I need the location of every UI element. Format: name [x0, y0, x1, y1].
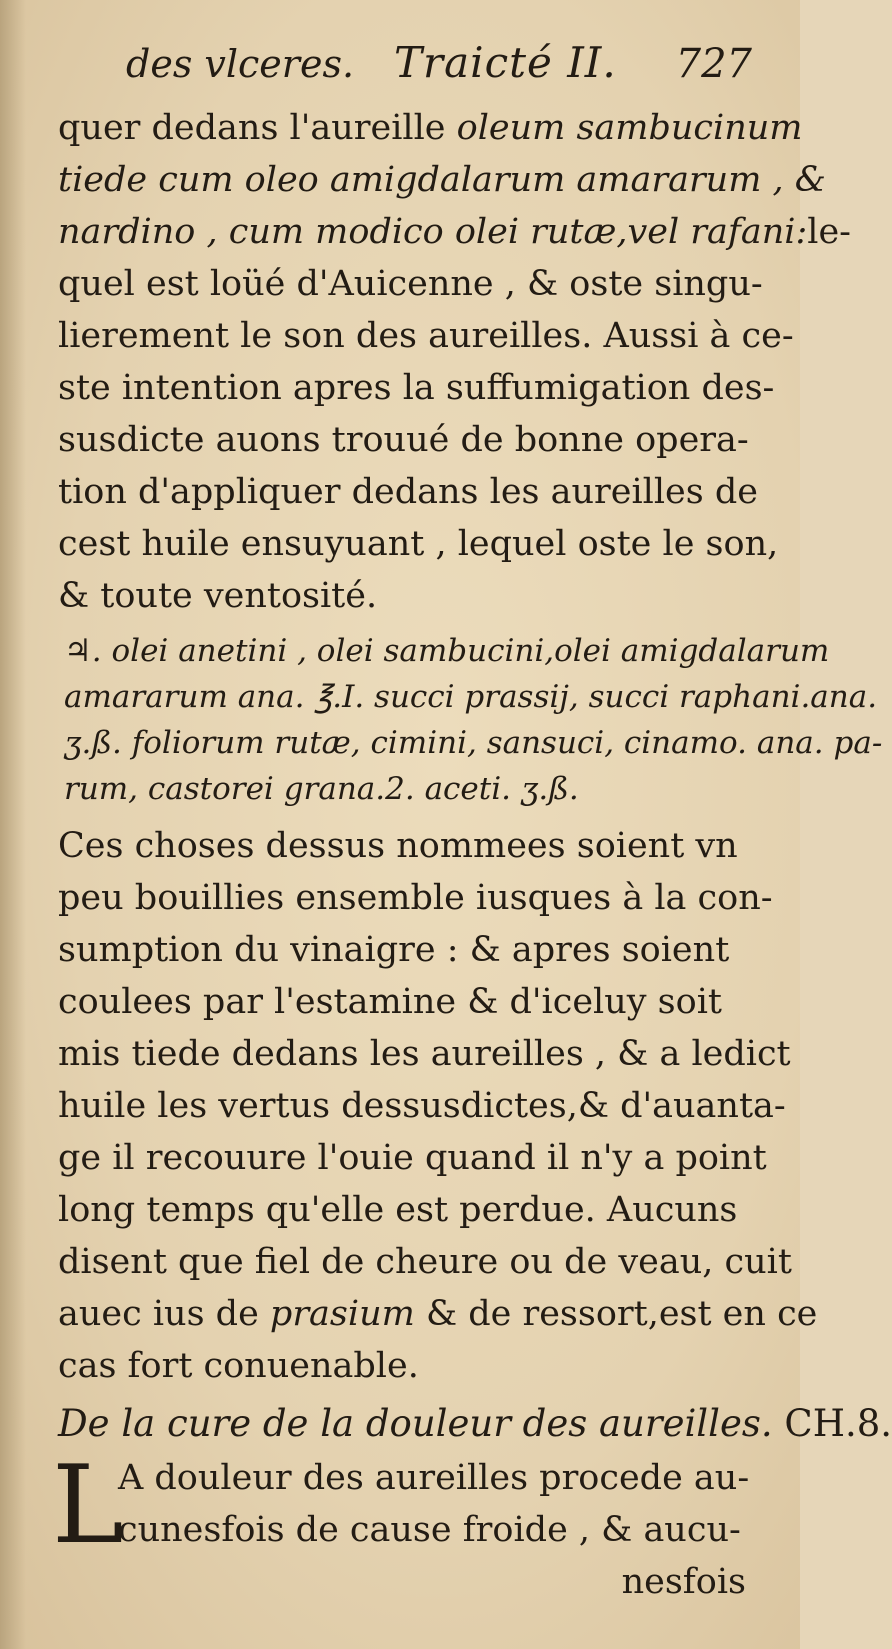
latin-term: prasium: [269, 1294, 415, 1334]
text-line: susdicte auons trouué de bonne opera-: [58, 420, 749, 460]
text-span: auec ius de: [58, 1294, 270, 1334]
recipe-line: ʒ.ß. foliorum rutæ, cimini, sansuci, cinamo. ana. pa-: [64, 725, 883, 761]
text-line: [58, 102, 803, 154]
text-span: & de ressort,est en ce: [414, 1294, 818, 1334]
paragraph-1: [58, 102, 851, 622]
text-line: ge il recouure l'ouie quand il n'y a point: [58, 1138, 767, 1178]
text-line: peu bouillies ensemble iusques à la con-: [58, 878, 773, 918]
text-line: & toute ventosité.: [58, 576, 378, 616]
text-line: quel est loüé d'Auicenne , & oste singu-: [58, 264, 763, 304]
text-line: [58, 206, 851, 258]
text-line: mis tiede dedans les aureilles , & a ledict: [58, 1034, 791, 1074]
text-line: Ces choses dessus nommees soient vn: [58, 826, 738, 866]
chapter-title: De la cure de la douleur des aureilles.: [58, 1402, 773, 1445]
text-span: quer dedans l'aureille: [58, 108, 457, 148]
running-title: des vlceres.: [126, 42, 355, 86]
latin-term: nardino , cum modico olei rutæ,vel rafani:: [58, 212, 808, 252]
text-line: lierement le son des aureilles. Aussi à ce-: [58, 316, 794, 356]
chapter-label: CH.8.: [784, 1402, 892, 1445]
drop-cap: L: [52, 1443, 124, 1568]
running-header: [126, 38, 752, 98]
text-line: tiede cum oleo amigdalarum amararum , &: [58, 160, 826, 200]
text-line: [58, 1288, 818, 1340]
text-line: coulees par l'estamine & d'iceluy soit: [58, 982, 722, 1022]
text-line: tion d'appliquer dedans les aureilles de: [58, 472, 758, 512]
chapter-heading: [58, 1396, 892, 1452]
text-span: le-: [807, 212, 851, 252]
text-line: huile les vertus dessusdictes,& d'auanta-: [58, 1086, 786, 1126]
recipe-line: rum, castorei grana.2. aceti. ʒ.ß.: [64, 771, 579, 807]
text-line: ste intention apres la suffumigation des-: [58, 368, 775, 408]
text-line: A douleur des aureilles procede au-: [118, 1458, 750, 1498]
latin-term: oleum sambucinum: [456, 108, 803, 148]
recipe-line: amararum ana. ℥.I. succi prassij, succi raphani.ana.: [64, 679, 878, 715]
text-line: cest huile ensuyuant , lequel oste le son,: [58, 524, 779, 564]
text-line: disent que fiel de cheure ou de veau, cuit: [58, 1242, 792, 1282]
section-title: Traicté II.: [394, 38, 617, 87]
chapter-opening: [52, 1443, 752, 1608]
text-line: long temps qu'elle est perdue. Aucuns: [58, 1190, 738, 1230]
text-line: cunesfois de cause froide , & aucu-: [118, 1510, 741, 1550]
recipe-block: [64, 628, 883, 812]
text-line: cas fort conuenable.: [58, 1346, 419, 1386]
paragraph-2: [58, 820, 818, 1392]
page-number: 727: [675, 41, 752, 87]
catchword: nesfois: [621, 1562, 746, 1602]
text-line: sumption du vinaigre : & apres soient: [58, 930, 730, 970]
recipe-line: ♃. olei anetini , olei sambucini,olei amigdalarum: [64, 633, 830, 669]
